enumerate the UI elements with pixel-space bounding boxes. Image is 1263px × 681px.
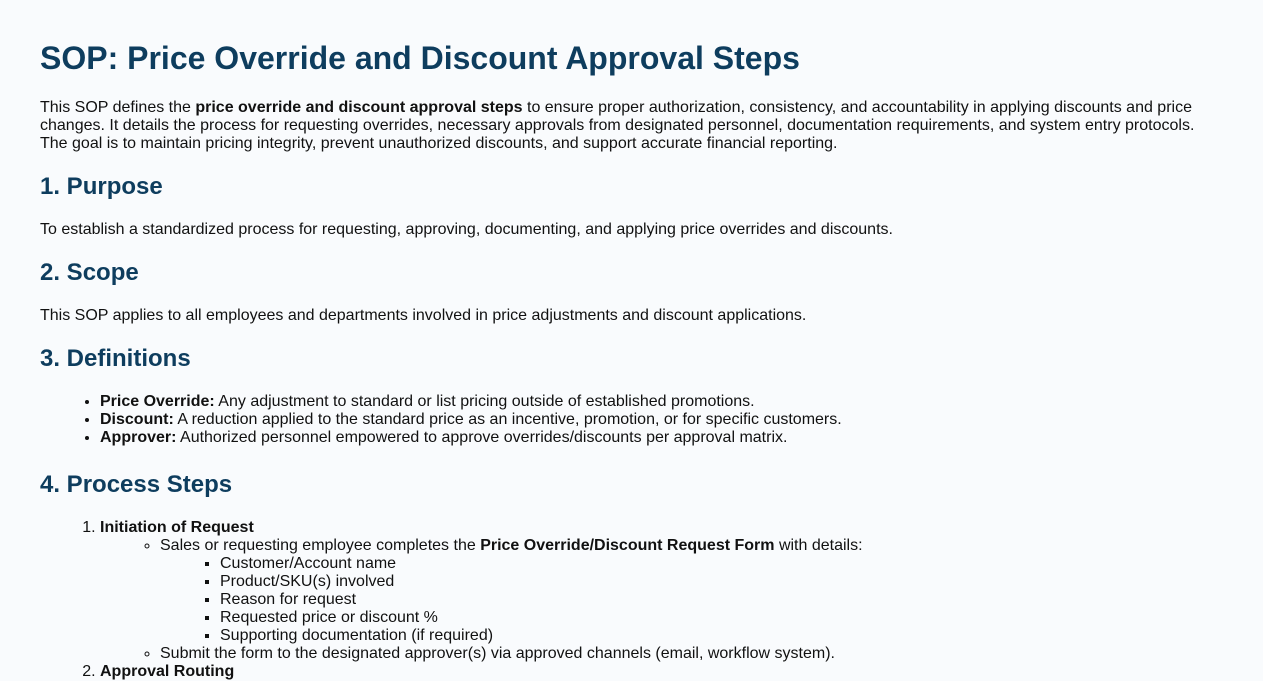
substep-item [160, 537, 1223, 645]
intro-paragraph [40, 99, 1223, 153]
definition-text: Authorized personnel empowered to approve overrides/discounts per approval matrix. [176, 429, 788, 446]
process-step [100, 663, 1223, 681]
process-step [100, 519, 1223, 663]
request-form-name: Price Override/Discount Request Form [480, 537, 775, 554]
detail-item: ▪ Product/SKU(s) involved [220, 573, 1223, 591]
definition-item [100, 429, 1223, 447]
detail-item: ▪ Supporting documentation (if required) [220, 627, 1223, 645]
substep-text-after: with details: [774, 537, 863, 554]
section-heading-definitions: 3. Definitions [40, 345, 191, 372]
definition-item [100, 411, 1223, 429]
section-heading-process: 4. Process Steps [40, 471, 233, 498]
definition-term: Discount: [100, 411, 174, 428]
request-details-list [160, 555, 1223, 645]
detail-item: ▪ Reason for request [220, 591, 1223, 609]
step-substeps [100, 537, 1223, 663]
definition-term: Price Override: [100, 393, 215, 410]
intro-text-before: This SOP defines the [40, 99, 196, 116]
intro-text-after: to ensure proper authorization, consistency, and accountability in applying discounts and price changes. It details the process for requesting overrides, necessary approvals from designated personnel, documentation requirements, and system entry protocols. The goal is to maintain pricing integrity, prevent unauthorized discounts, and support accurate financial reporting. [40, 99, 1195, 152]
process-steps-list [40, 519, 1223, 681]
purpose-text: To establish a standardized process for requesting, approving, documenting, and applying price overrides and discounts. [40, 221, 893, 238]
section-heading-scope: 2. Scope [40, 259, 139, 286]
detail-item: ▪ Requested price or discount % [220, 609, 1223, 627]
step-title: Approval Routing [100, 663, 235, 680]
substep-item: ◦ Submit the form to the designated approver(s) via approved channels (email, workflow system). [160, 645, 1223, 663]
definition-text: Any adjustment to standard or list pricing outside of established promotions. [214, 393, 755, 410]
definitions-list [40, 393, 1223, 447]
section-heading-purpose: 1. Purpose [40, 173, 163, 200]
intro-text-bold: price override and discount approval steps [195, 99, 523, 116]
definition-text: A reduction applied to the standard price as an incentive, promotion, or for specific customers. [173, 411, 842, 428]
definition-term: Approver: [100, 429, 177, 446]
step-title: Initiation of Request [100, 519, 254, 536]
scope-text: This SOP applies to all employees and departments involved in price adjustments and discount applications. [40, 307, 807, 324]
substep-text-before: Sales or requesting employee completes the [160, 537, 481, 554]
definition-item [100, 393, 1223, 411]
detail-item: ▪ Customer/Account name [220, 555, 1223, 573]
page-title: SOP: Price Override and Discount Approval Steps [40, 40, 800, 76]
